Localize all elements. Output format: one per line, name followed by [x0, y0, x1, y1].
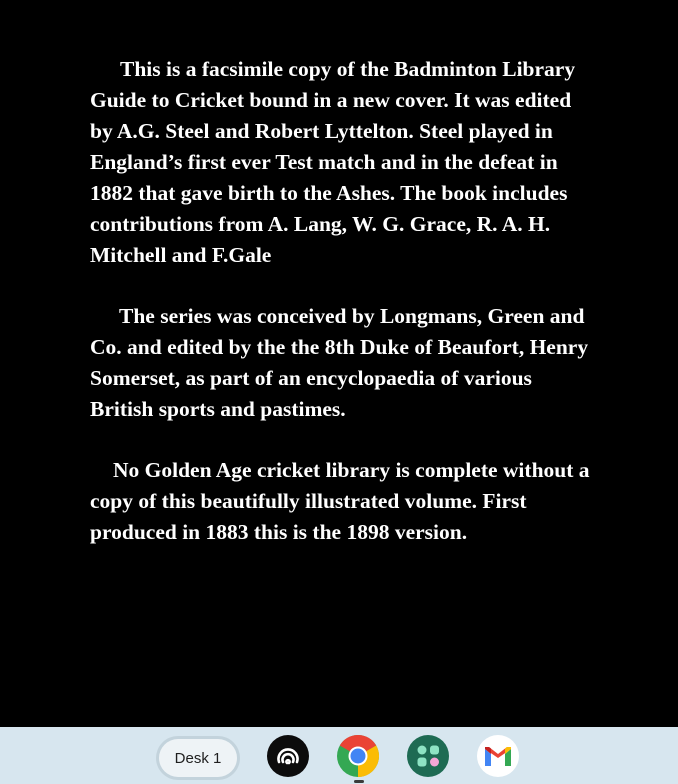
- desk-button[interactable]: [156, 736, 240, 780]
- podcast-app-icon[interactable]: [267, 735, 309, 777]
- paragraph-3: No Golden Age cricket library is complete without a copy of this beautifully illustrated volume. First produced in 1883 this is the 1898 version.: [90, 458, 590, 544]
- paragraph-2: The series was conceived by Longmans, Green and Co. and edited by the the 8th Duke of Beaufort, Henry Somerset, as part of an encyclopaedia of various British sports and pastimes.: [90, 304, 589, 421]
- chrome-icon[interactable]: [337, 735, 379, 777]
- app-grid-icon[interactable]: [407, 735, 449, 777]
- active-indicator: [354, 780, 364, 783]
- desk-label: Desk 1: [159, 739, 237, 777]
- description-text: [90, 54, 590, 548]
- paragraph-1: This is a facsimile copy of the Badminton Library Guide to Cricket bound in a new cover. It was edited by A.G. Steel and Robert Lyttelton. Steel played in England’s first ever Test match and in the defeat in 1882 that gave birth to the Ashes. The book includes contributions from A. Lang, W. G. Grace, R. A. H. Mitchell and F.Gale: [90, 57, 576, 267]
- shelf-taskbar: [0, 727, 678, 784]
- gmail-icon[interactable]: [477, 735, 519, 777]
